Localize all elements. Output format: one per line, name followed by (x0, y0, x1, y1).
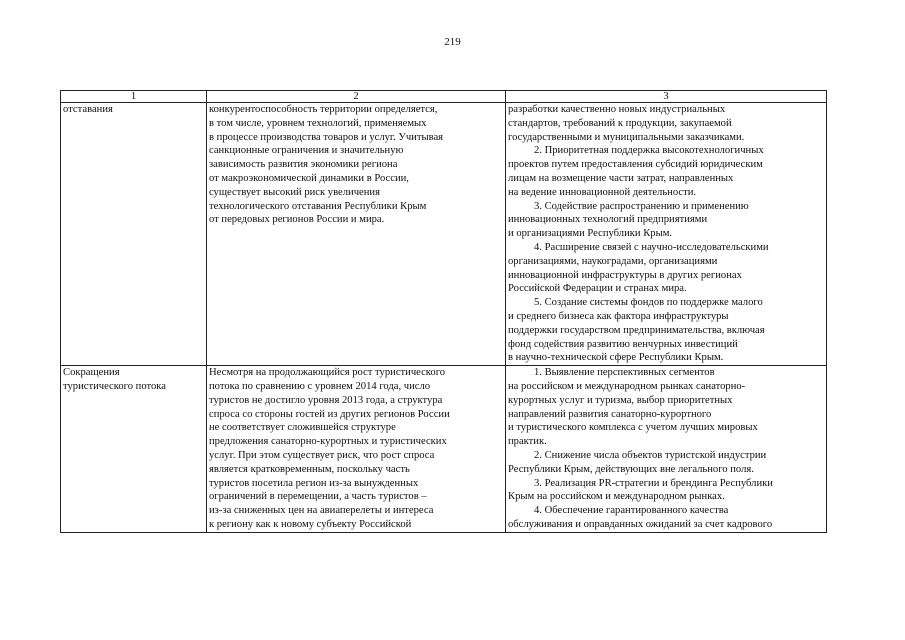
text-line: туристов посетила регион из-за вынужденных (209, 477, 419, 489)
cell-risk-name (61, 366, 207, 533)
text-line: 4. Обеспечение гарантированного качества (534, 505, 729, 517)
text-line: Сокращения (63, 367, 120, 379)
text-line: туристов не достигло уровня 2013 года, а структура (209, 394, 443, 406)
text-line: предложения санаторно-курортных и туристических (209, 436, 447, 448)
text-line: существует высокий риск увеличения (209, 186, 380, 198)
table-row (61, 366, 827, 533)
text-line: курортных услуг и туризма, выбор приоритетных (508, 394, 733, 406)
text-line: 4. Расширение связей с научно-исследовательскими (534, 241, 769, 253)
cell-risk-description (207, 103, 506, 366)
text-line: Несмотря на продолжающийся рост туристического (209, 367, 446, 379)
text-line: ограничений в перемещении, а часть туристов – (209, 491, 427, 503)
text-line: услуг. При этом существует риск, что рост спроса (209, 449, 435, 461)
cell-risk-description (207, 366, 506, 533)
text-line: спроса со стороны гостей из других регионов России (209, 408, 450, 420)
text-line: конкурентоспособность территории определяется, (209, 104, 438, 115)
text-line: и организациями Республики Крым. (508, 228, 673, 240)
text-line: 3. Содействие распространению и применению (534, 200, 749, 212)
text-line: инновационных технологий предприятиями (508, 214, 708, 226)
text-line: организациями, наукоградами, организациями (508, 255, 718, 267)
text-line: лицам на возмещение части затрат, направленных (508, 172, 734, 184)
page-number: 219 (444, 36, 461, 48)
table-row (61, 103, 827, 366)
text-line: в том числе, уровнем технологий, применяемых (209, 117, 427, 129)
text-line: Крым на российском и международном рынках. (508, 491, 725, 503)
text-line: проектов путем предоставления субсидий юридическим (508, 159, 763, 171)
text-line: в процессе производства товаров и услуг. Учитывая (209, 131, 444, 143)
text-line: инновационной инфраструктуры в других регионах (508, 269, 742, 281)
text-line: государственными и муниципальными заказчиками. (508, 131, 745, 143)
column-header-3: 3 (506, 91, 827, 103)
text-line: от передовых регионов России и мира. (209, 214, 385, 226)
text-line: 2. Снижение числа объектов туристской индустрии (534, 449, 767, 461)
text-line: санкционные ограничения и значительную (209, 145, 404, 157)
text-line: не соответствует сложившейся структуре (209, 422, 396, 434)
text-line: практик. (508, 436, 547, 448)
text-line: туристического потока (63, 380, 166, 392)
text-line: на российском и международном рынках санаторно- (508, 380, 746, 392)
cell-risk-name (61, 103, 207, 366)
table-header-row (61, 91, 827, 103)
column-header-1: 1 (61, 91, 207, 103)
text-line: 3. Реализация PR-стратегии и брендинга Республики (534, 477, 773, 489)
text-line: отставания (63, 104, 113, 115)
text-line: разработки качественно новых индустриальных (508, 104, 726, 115)
cell-measures (506, 366, 827, 533)
document-table (60, 90, 827, 533)
text-line: от макроэкономической динамики в России, (209, 172, 409, 184)
text-line: из-за сниженных цен на авиаперелеты и интереса (209, 505, 434, 517)
text-line: является кратковременным, поскольку часть (209, 463, 410, 475)
text-line: и туристического комплекса с учетом лучших мировых (508, 422, 758, 434)
text-line: к региону как к новому субъекту Российской (209, 518, 412, 530)
text-line: Республики Крым, действующих вне легального поля. (508, 463, 754, 475)
text-line: фонд содействия развитию венчурных инвестиций (508, 338, 738, 350)
text-line: технологического отставания Республики Крым (209, 200, 427, 212)
text-line: поддержки государством предпринимательства, включая (508, 324, 765, 336)
text-line: потока по сравнению с уровнем 2014 года, число (209, 380, 431, 392)
text-line: в научно-технической сфере Республики Крым. (508, 352, 724, 364)
cell-measures (506, 103, 827, 366)
text-line: Российской Федерации и странах мира. (508, 283, 687, 295)
text-line: стандартов, требований к продукции, закупаемой (508, 117, 732, 129)
text-line: 2. Приоритетная поддержка высокотехнологичных (534, 145, 764, 157)
text-line: на ведение инновационной деятельности. (508, 186, 697, 198)
text-line: 5. Создание системы фондов по поддержке малого (534, 297, 763, 309)
text-line: направлений развития санаторно-курортного (508, 408, 712, 420)
text-line: 1. Выявление перспективных сегментов (534, 367, 715, 379)
text-line: и среднего бизнеса как фактора инфраструктуры (508, 310, 729, 322)
text-line: обслуживания и оправданных ожиданий за счет кадрового (508, 518, 773, 530)
text-line: зависимость развития экономики региона (209, 159, 398, 171)
column-header-2: 2 (207, 91, 506, 103)
